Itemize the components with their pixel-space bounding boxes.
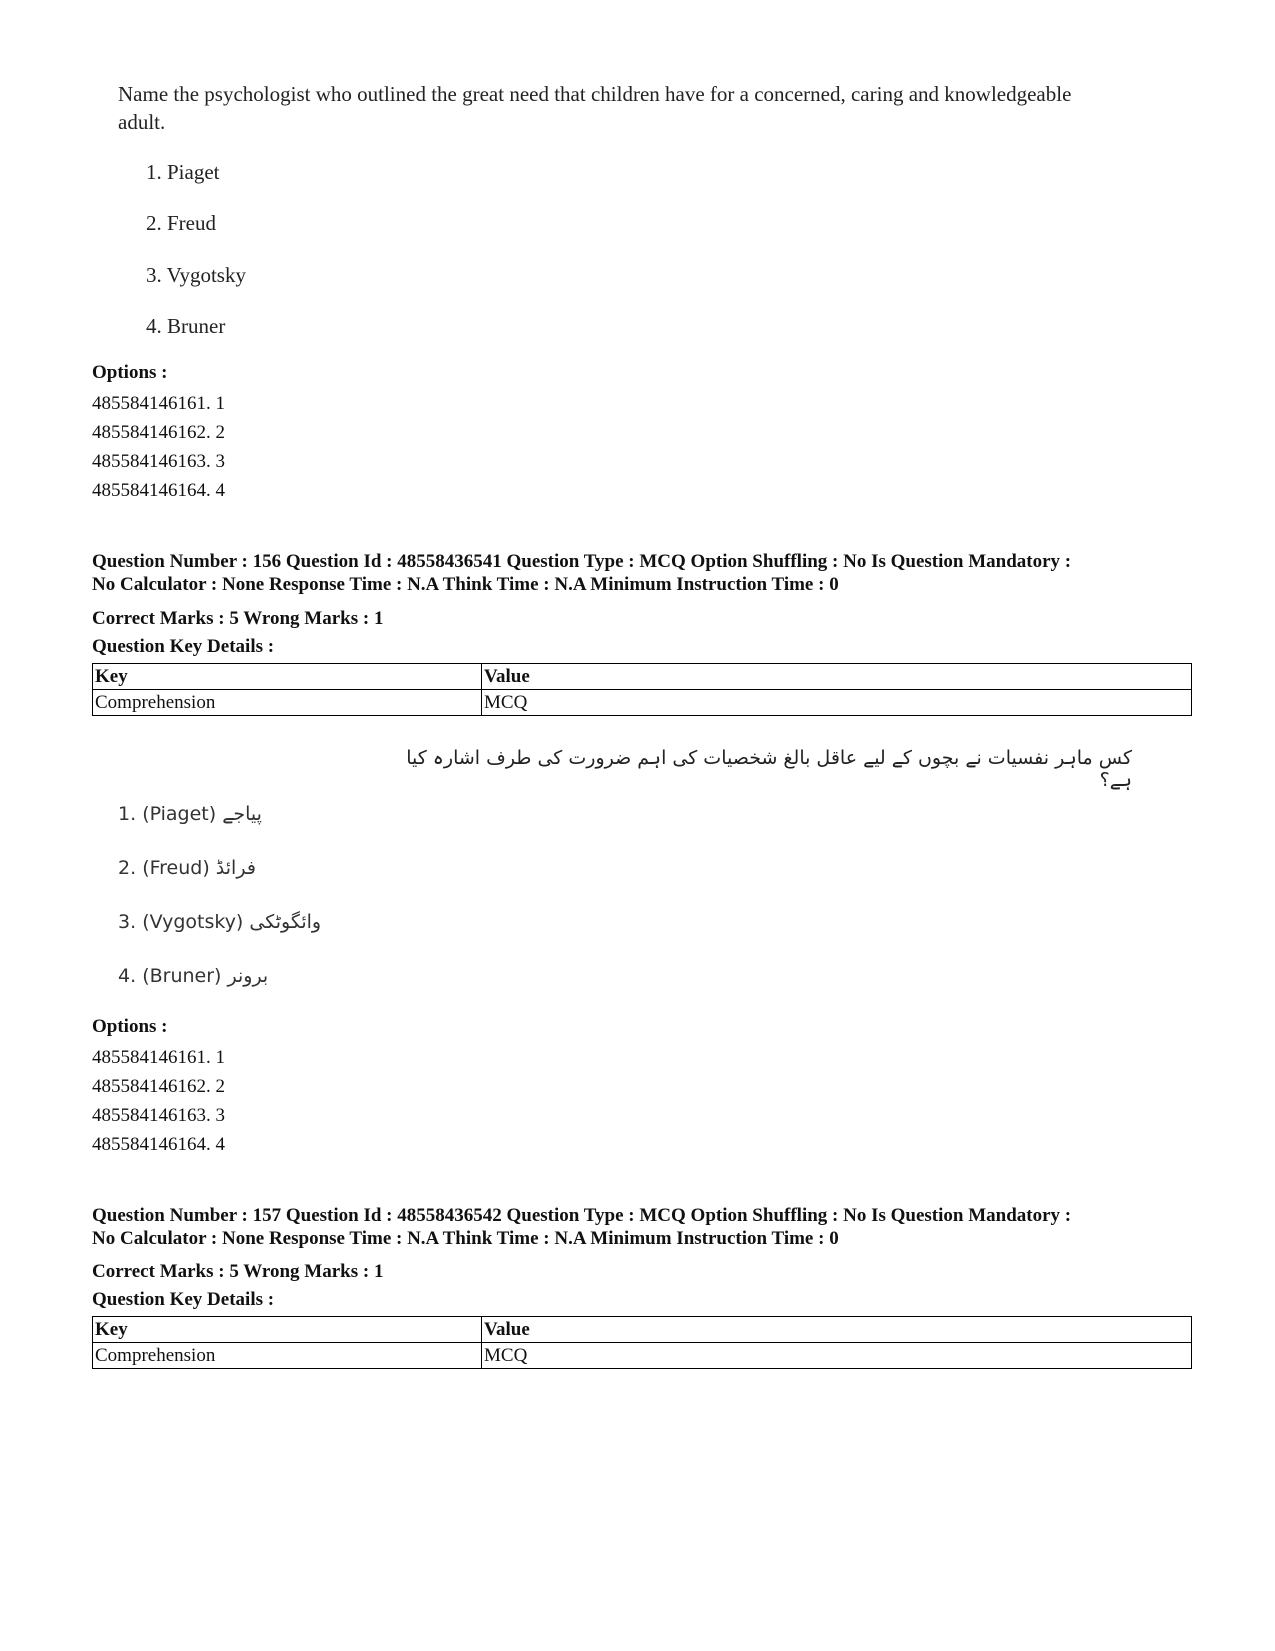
table-header-value: Value	[482, 664, 1192, 690]
option-item: 485584146161. 1	[92, 393, 225, 414]
option-item: 485584146162. 2	[92, 1076, 225, 1097]
options-label: Options :	[92, 362, 168, 383]
table-header-key: Key	[93, 1317, 482, 1343]
choice-english: (Freud)	[142, 857, 210, 879]
table-header-row	[93, 664, 1192, 690]
urdu-choice-1	[118, 803, 262, 825]
options-list	[92, 1043, 225, 1159]
options-list	[92, 389, 225, 505]
choice-number: 1.	[118, 803, 137, 825]
table-cell-key: Comprehension	[93, 1343, 482, 1369]
table-cell-value: MCQ	[482, 1343, 1192, 1369]
table-header-key: Key	[93, 664, 482, 690]
table-cell-key: Comprehension	[93, 690, 482, 716]
choice-urdu: برونر	[227, 965, 269, 987]
option-item: 485584146164. 4	[92, 1134, 225, 1155]
choice-english: (Vygotsky)	[142, 911, 244, 933]
table-row	[93, 690, 1192, 716]
question-meta	[92, 1204, 1192, 1250]
key-details-label: Question Key Details :	[92, 1289, 275, 1310]
option-item: 485584146164. 4	[92, 480, 225, 501]
choice-number: 4.	[118, 965, 137, 987]
choice-number: 2.	[118, 857, 137, 879]
meta-line-2: No Calculator : None Response Time : N.A Think Time : N.A Minimum Instruction Time : 0	[92, 574, 839, 595]
choice-3: 3. Vygotsky	[146, 263, 246, 287]
question-meta	[92, 550, 1192, 596]
option-item: 485584146163. 3	[92, 451, 225, 472]
question-text-english: Name the psychologist who outlined the great need that children have for a concerned, caring and knowledgeable adult.	[118, 82, 1072, 134]
key-details-table	[92, 663, 1192, 716]
option-item: 485584146162. 2	[92, 422, 225, 443]
urdu-choice-4	[118, 965, 268, 987]
meta-line-1: Question Number : 157 Question Id : 48558436542 Question Type : MCQ Option Shuffling : No Is Question Mandatory :	[92, 1205, 1072, 1226]
choice-urdu: پیاجے	[222, 803, 262, 825]
marks-line: Correct Marks : 5 Wrong Marks : 1	[92, 608, 384, 629]
choice-english: (Bruner)	[142, 965, 222, 987]
choice-urdu: وائگوٹکی	[249, 911, 322, 933]
urdu-choice-2	[118, 857, 256, 879]
table-cell-value: MCQ	[482, 690, 1192, 716]
question-text-urdu: کس ماہر نفسیات نے بچوں کے لیے عاقل بالغ شخصیات کی اہم ضرورت کی طرف اشارہ کیا ہے؟	[406, 747, 1132, 791]
choice-2: 2. Freud	[146, 211, 216, 235]
meta-line-1: Question Number : 156 Question Id : 48558436541 Question Type : MCQ Option Shuffling : No Is Question Mandatory :	[92, 551, 1072, 572]
urdu-choice-3	[118, 911, 321, 933]
table-row	[93, 1343, 1192, 1369]
choice-urdu: فرائڈ	[215, 857, 256, 879]
option-item: 485584146161. 1	[92, 1047, 225, 1068]
options-label: Options :	[92, 1016, 168, 1037]
table-header-value: Value	[482, 1317, 1192, 1343]
key-details-label: Question Key Details :	[92, 636, 275, 657]
choice-1: 1. Piaget	[146, 160, 220, 184]
choice-english: (Piaget)	[142, 803, 217, 825]
table-header-row	[93, 1317, 1192, 1343]
choice-number: 3.	[118, 911, 137, 933]
option-item: 485584146163. 3	[92, 1105, 225, 1126]
key-details-table	[92, 1316, 1192, 1369]
meta-line-2: No Calculator : None Response Time : N.A Think Time : N.A Minimum Instruction Time : 0	[92, 1228, 839, 1249]
marks-line: Correct Marks : 5 Wrong Marks : 1	[92, 1261, 384, 1282]
choice-4: 4. Bruner	[146, 314, 226, 338]
